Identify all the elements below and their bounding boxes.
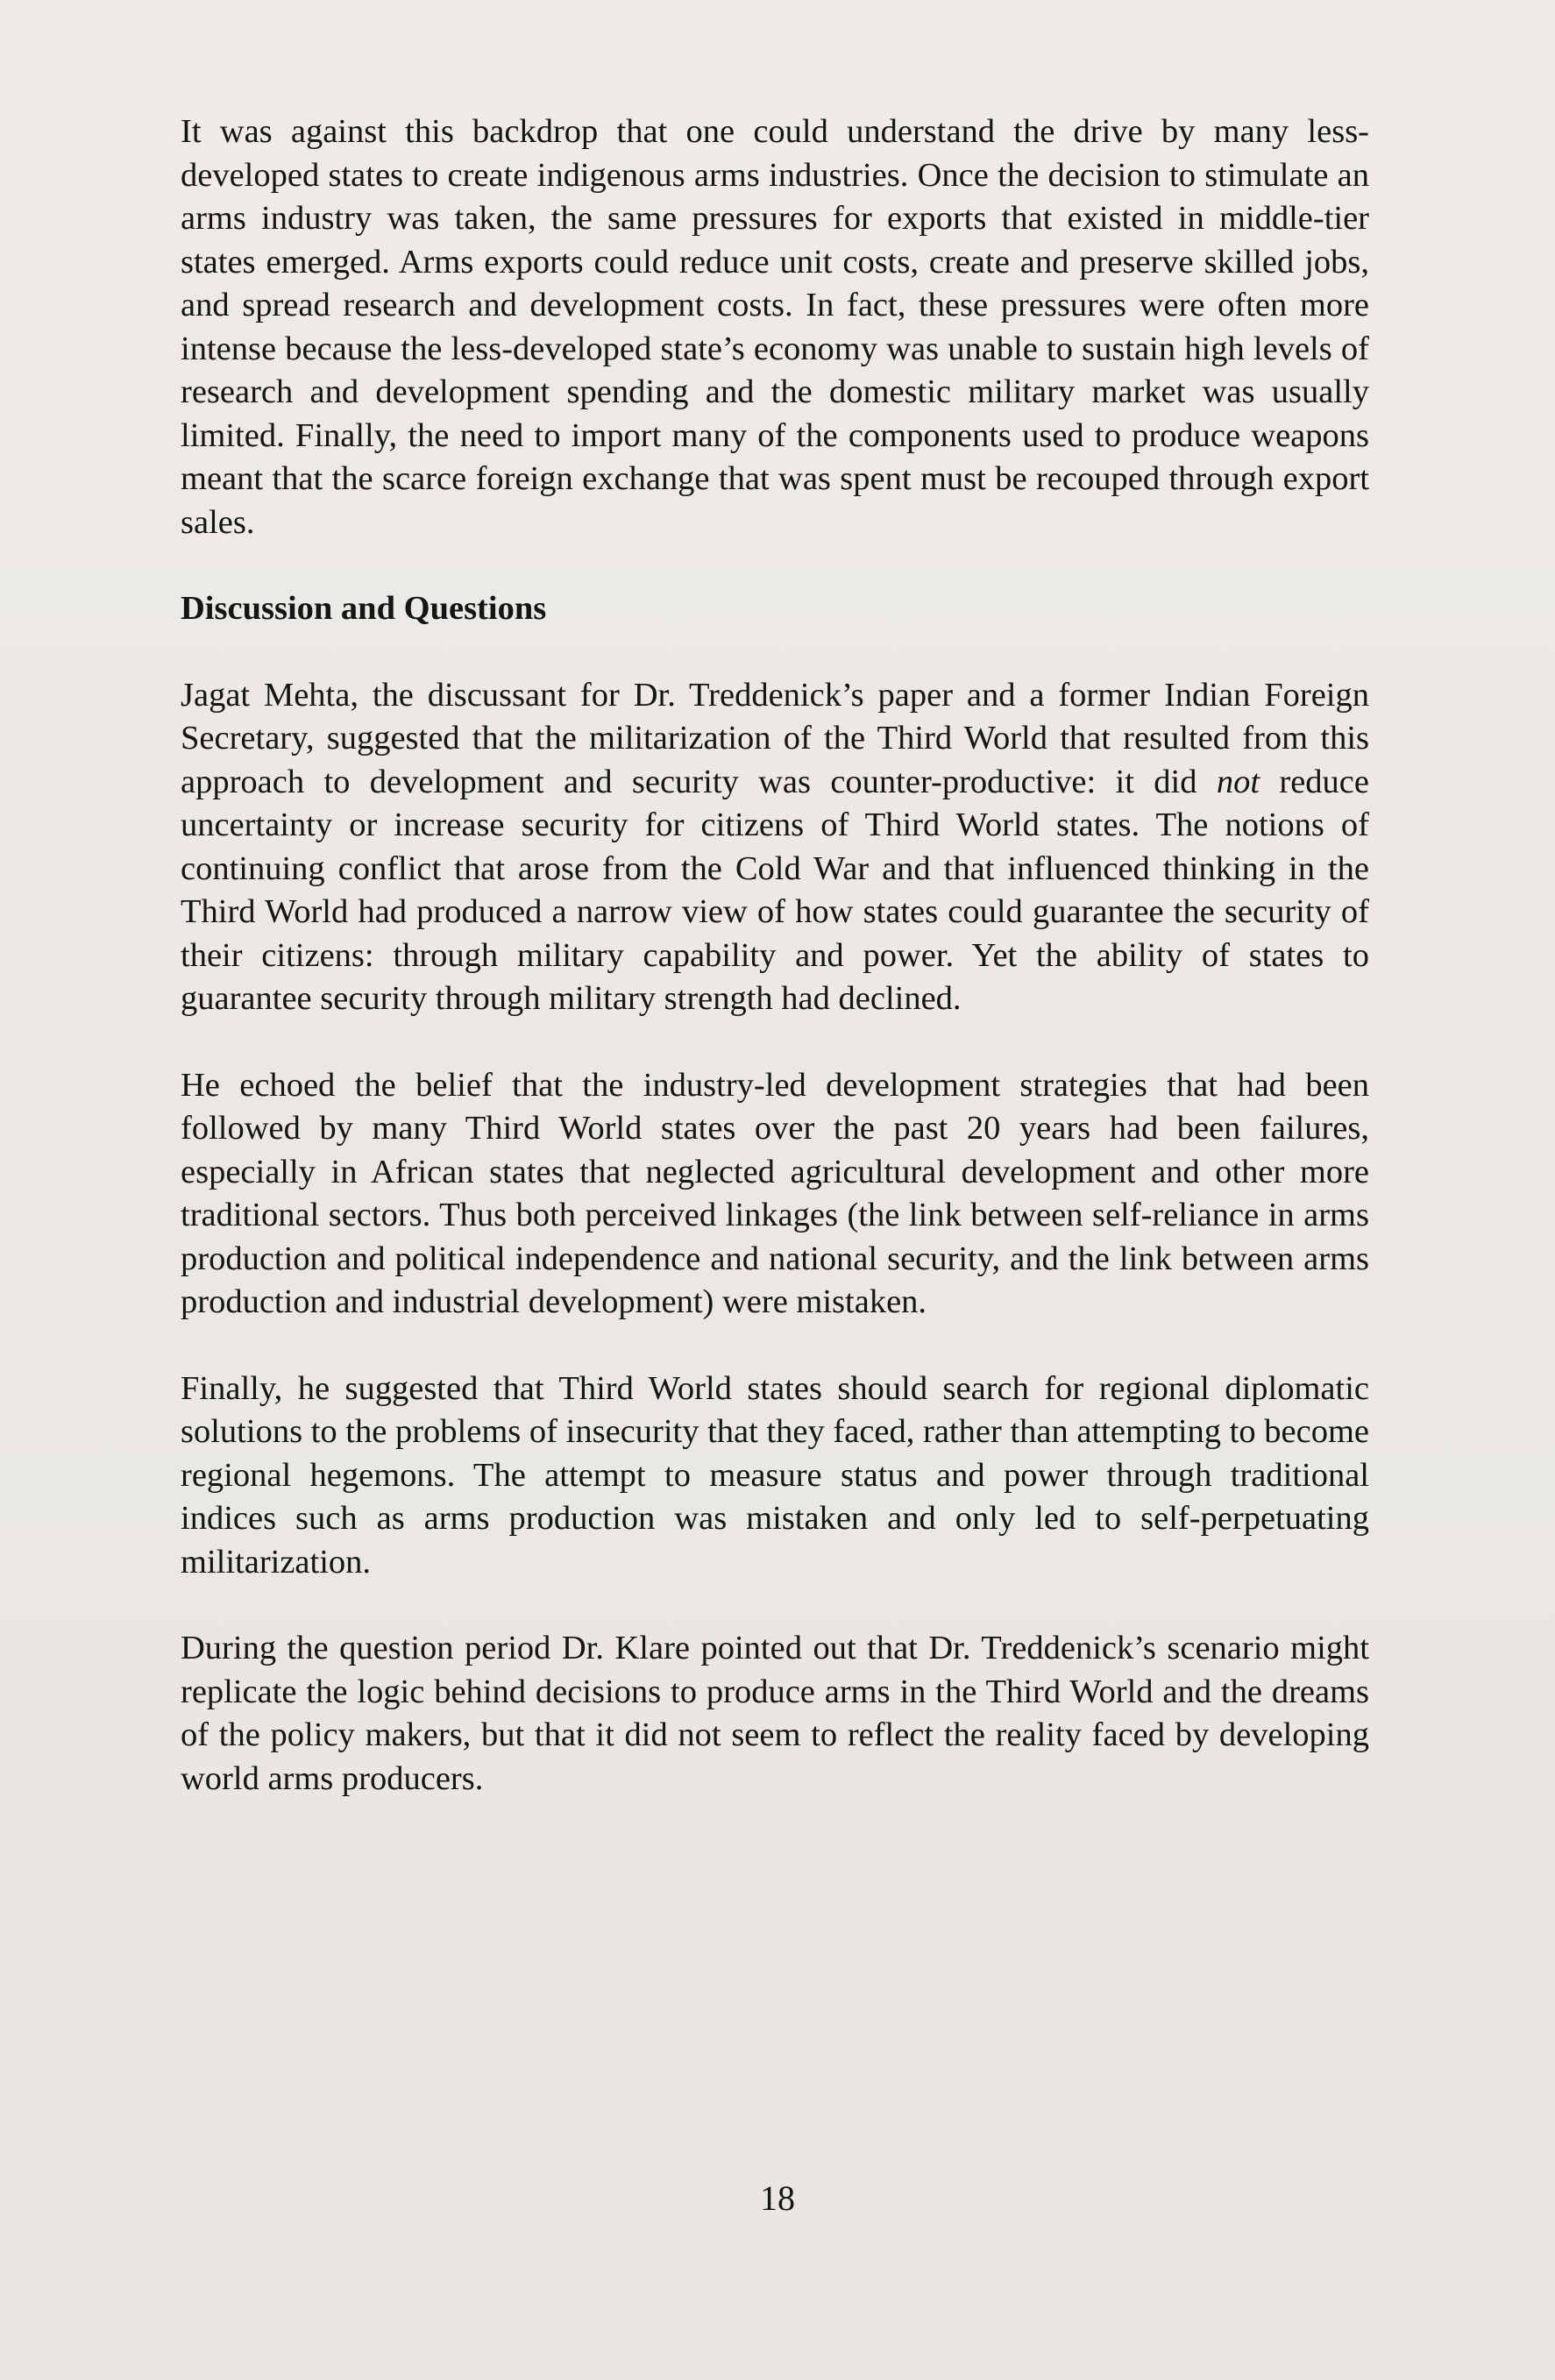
section-heading: Discussion and Questions [181,590,547,627]
paragraph-question-period: During the question period Dr. Klare pointed out that Dr. Treddenick’s scenario might replicate the logic behind decisions to produce arms in the Third World and the dreams of the policy makers, but that it did not seem to reflect the reality faced by developing world arms producers. [181,1630,1369,1797]
paragraph-mehta [181,674,1369,1021]
paragraph-mehta-start: Jagat Mehta, the discussant for Dr. Treddenick’s paper and a former Indian Foreign Secretary, suggested that the militarization of the Third World that resulted from this approach to development and security was counter-productive: it did [181,676,1369,800]
paragraph-mehta-end: reduce uncertainty or increase security for citizens of Third World states. The notions of continuing conflict that arose from the Cold War and that influenced thinking in the Third World had produced a narrow view of how states could guarantee the security of their citizens: through military capability and power. Yet the ability of states to guarantee security through military strength had declined. [181,763,1369,1017]
page-number: 18 [760,2178,795,2218]
paragraph-arms-industries: It was against this backdrop that one could understand the drive by many less-developed states to create indigenous arms industries. Once the decision to stimulate an arms industry was taken, the same pressures for exports that existed in middle-tier states emerged. Arms exports could reduce unit costs, create and preserve skilled jobs, and spread research and development costs. In fact, these pressures were often more intense because the less-developed state’s economy was unable to sustain high levels of research and development spending and the domestic military market was usually limited. Finally, the need to import many of the components used to produce weapons meant that the scarce foreign exchange that was spent must be recouped through export sales. [181,113,1369,541]
body-text [181,110,1369,1844]
paragraph-development-strategies: He echoed the belief that the industry-led development strategies that had been followed by many Third World states over the past 20 years had been failures, especially in African states that neglected agricultural development and other more traditional sectors. Thus both perceived linkages (the link between self-reliance in arms production and political independence and national security, and the link between arms production and industrial development) were mistaken. [181,1066,1369,1320]
paragraph-regional-solutions: Finally, he suggested that Third World states should search for regional diplomatic solutions to the problems of insecurity that they faced, rather than attempting to become regional hegemons. The attempt to measure status and power through traditional indices such as arms production was mistaken and only led to self-perpetuating militarization. [181,1369,1369,1581]
emphasis-not: not [1216,763,1260,800]
